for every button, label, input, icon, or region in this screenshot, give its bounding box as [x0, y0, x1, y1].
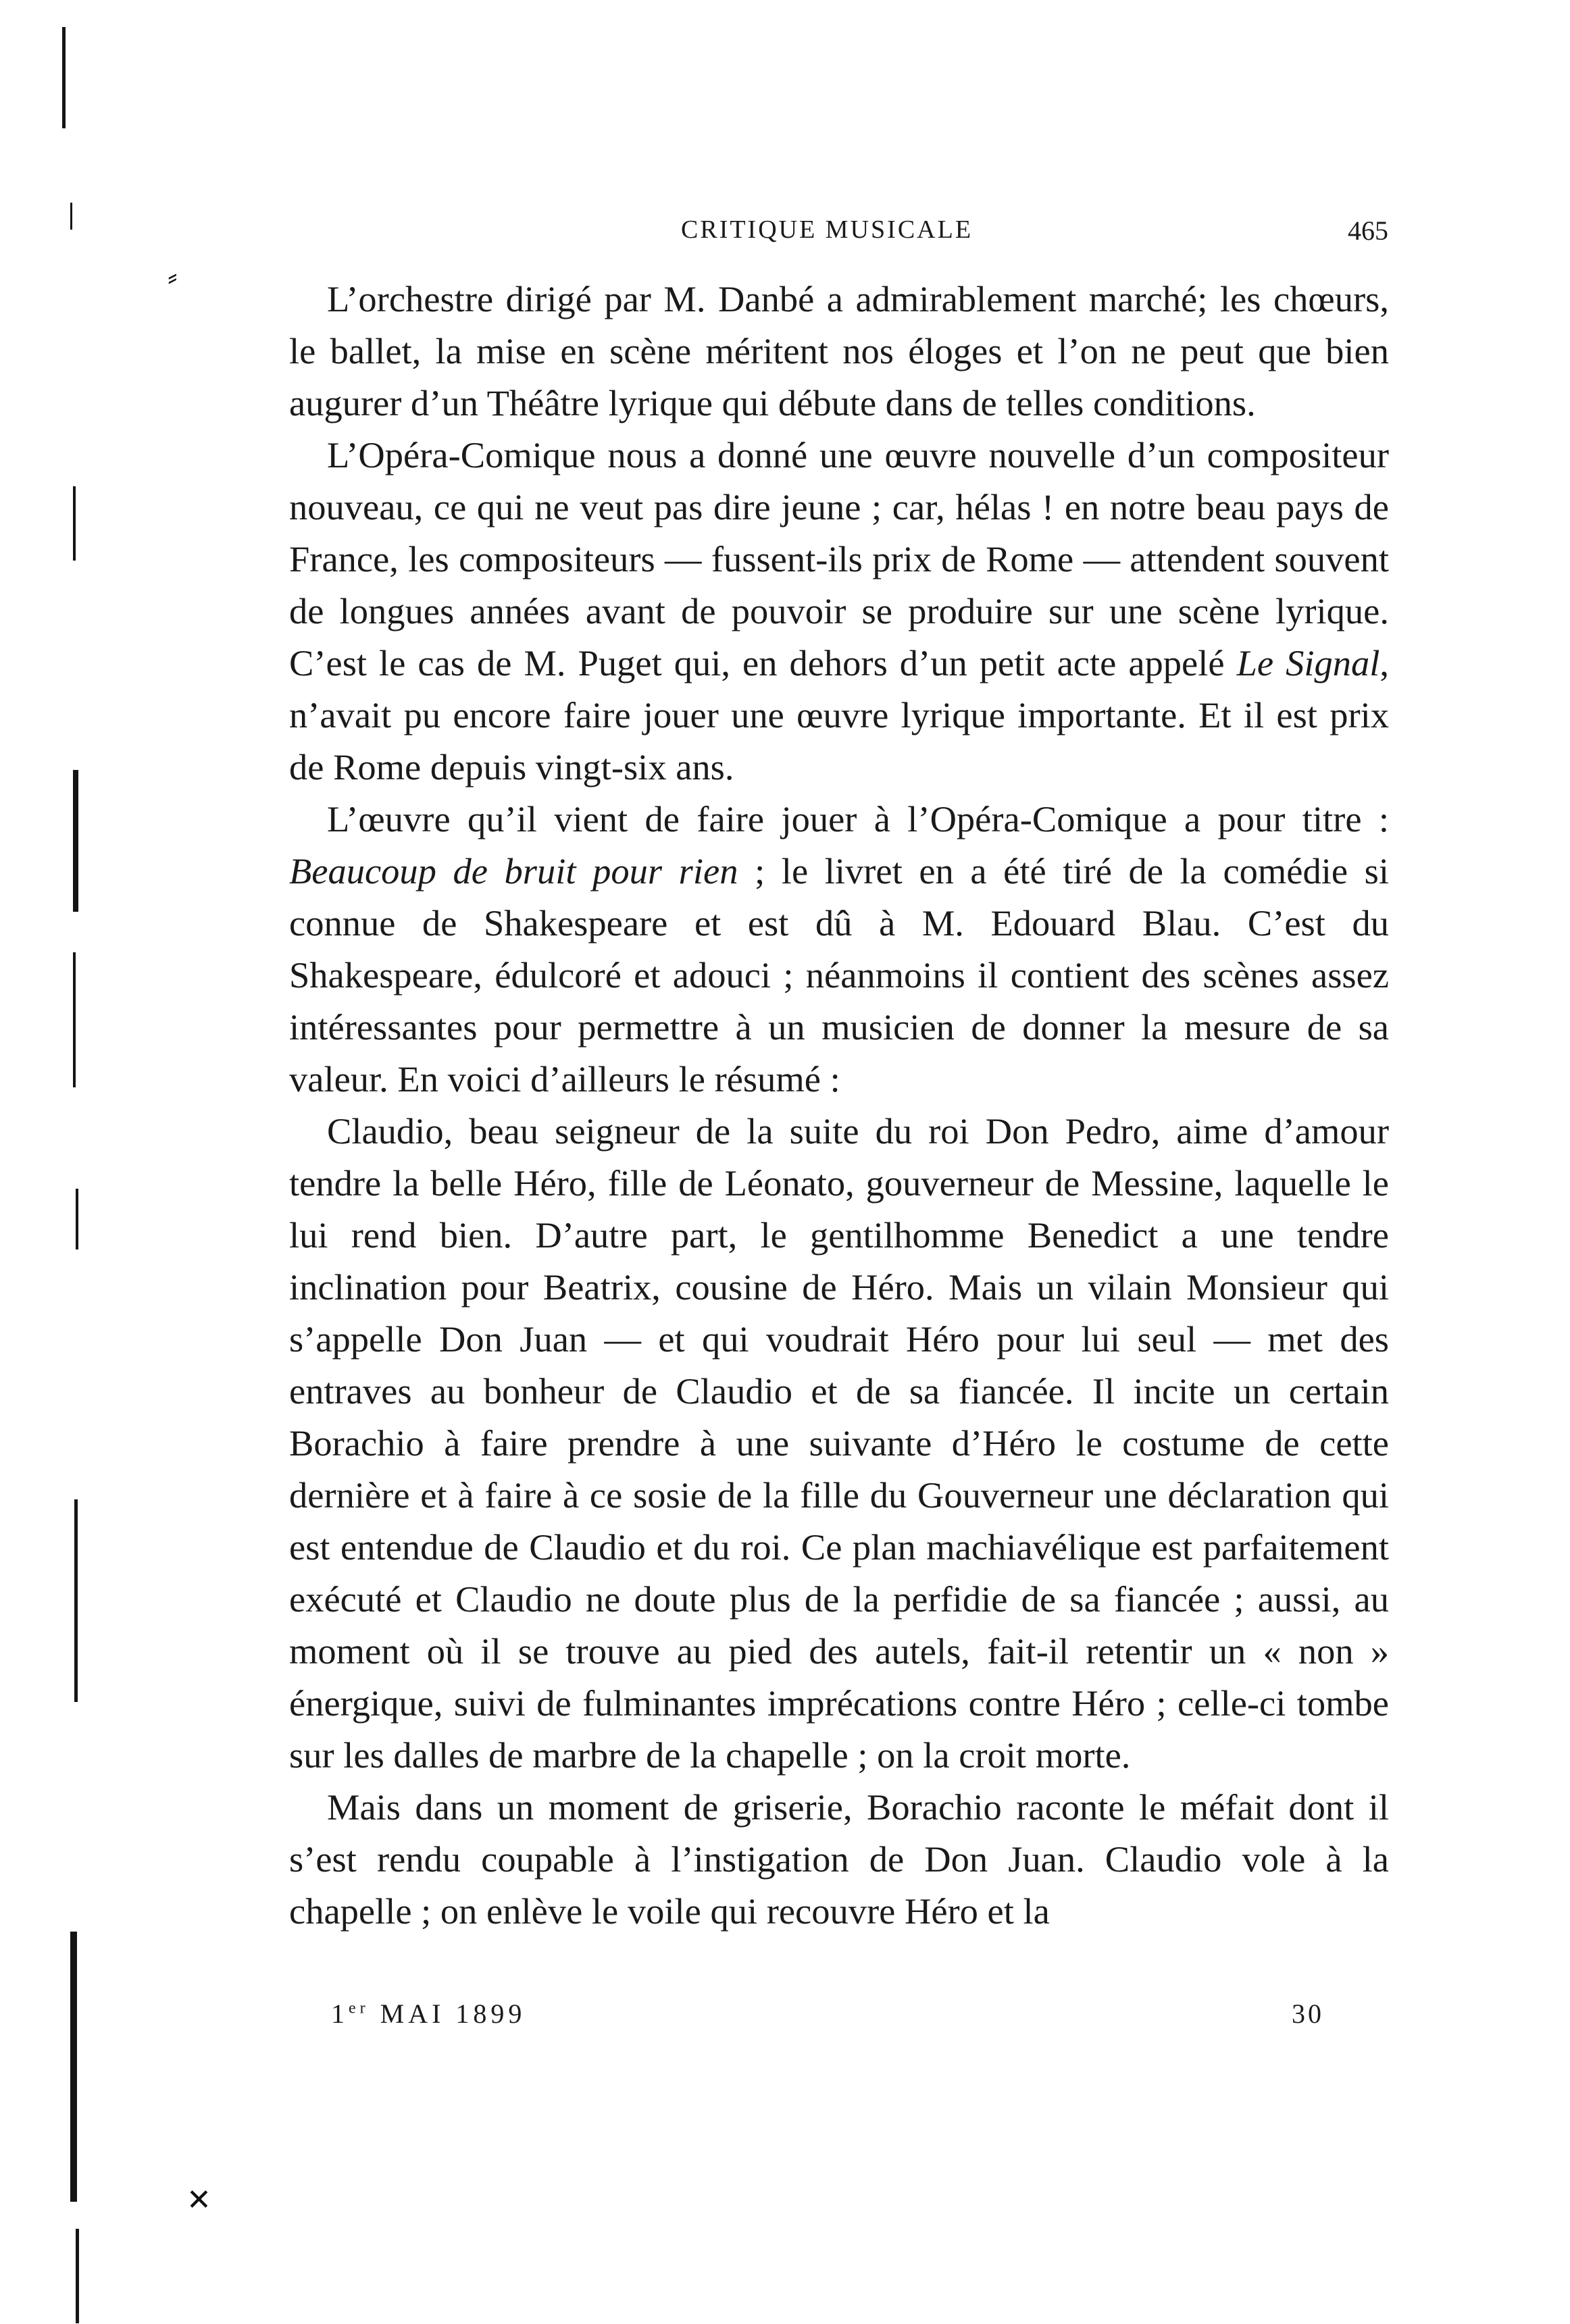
- scan-edge-mark: [73, 770, 78, 912]
- article-body: [289, 273, 1389, 1937]
- paragraph-2-before: L’Opéra-Comique nous a donné une œuvre nouvelle d’un compositeur nouveau, ce qui ne veut pas dire jeune ; car, hélas ! en notre beau pays de France, les compositeurs — fussent-ils prix de Rome — attendent souvent de longues années avant de pouvoir se produire sur une scène lyrique. C’est le cas de M. Puget qui, en dehors d’un petit acte appelé: [289, 434, 1389, 683]
- paragraph-1: L’orchestre dirigé par M. Danbé a admirablement marché; les chœurs, le ballet, la mise en scène méritent nos éloges et l’on ne peut que bien augurer d’un Théâtre lyrique qui débute dans de telles conditions.: [289, 278, 1389, 423]
- running-title: CRITIQUE MUSICALE: [681, 215, 973, 244]
- issue-date: [331, 1998, 526, 2030]
- issue-date-day: 1: [331, 1998, 349, 2029]
- scan-edge-mark: [74, 1499, 78, 1702]
- paragraph-3-before: L’œuvre qu’il vient de faire jouer à l’Opéra-Comique a pour titre :: [327, 798, 1389, 840]
- scan-edge-mark: [70, 1932, 77, 2202]
- scan-edge-mark: [62, 27, 66, 128]
- issue-date-rest: MAI 1899: [369, 1998, 526, 2029]
- paragraph-5: Mais dans un moment de griserie, Borachio raconte le méfait dont il s’est rendu coupable à l’instigation de Don Juan. Claudio vole à la chapelle ; on enlève le voile qui recouvre Héro et la: [289, 1786, 1389, 1932]
- paragraph-3-after: ; le livret en a été tiré de la comédie si connue de Shakespeare et est dû à M. Edouard Blau. C’est du Shakespeare, édulcoré et adouci ; néanmoins il contient des scènes assez intéressantes pour permettre à un musicien de donner la mesure de sa valeur. En voici d’ailleurs le résumé :: [289, 850, 1389, 1100]
- scan-edge-mark: [76, 2229, 79, 2323]
- page-number: 465: [1348, 215, 1388, 246]
- paragraph-2-after: , n’avait pu encore faire jouer une œuvre lyrique importante. Et il est prix de Rome depuis vingt-six ans.: [289, 642, 1389, 787]
- page-footer: [331, 1998, 1324, 2038]
- scan-edge-mark: [76, 1189, 78, 1249]
- page-header: [293, 215, 1388, 255]
- scan-speck-icon: ⸗: [168, 259, 178, 294]
- paragraph-2: [289, 429, 1389, 793]
- paragraph-3: [289, 793, 1389, 1105]
- scan-edge-mark: [73, 486, 76, 561]
- work-title-le-signal: Le Signal: [1236, 642, 1380, 683]
- scan-edge-mark: [73, 952, 76, 1087]
- paragraph-4: Claudio, beau seigneur de la suite du roi Don Pedro, aime d’amour tendre la belle Héro, fille de Léonato, gouverneur de Messine, laquelle le lui rend bien. D’autre part, le gentilhomme Benedict a une tendre inclination pour Beatrix, cousine de Héro. Mais un vilain Monsieur qui s’appelle Don Juan — et qui voudrait Héro pour lui seul — met des entraves au bonheur de Claudio et de sa fiancée. Il incite un certain Borachio à faire prendre à une suivante d’Héro le costume de cette dernière et à faire à ce sosie de la fille du Gouverneur une déclaration qui est entendue de Claudio et du roi. Ce plan machiavélique est parfaitement exécuté et Claudio ne doute plus de la perfidie de sa fiancée ; aussi, au moment où il se trouve au pied des autels, fait-il retentir un « non » énergique, suivi de fulminantes imprécations contre Héro ; celle-ci tombe sur les dalles de marbre de la chapelle ; on la croit morte.: [289, 1110, 1389, 1776]
- signature-mark: 30: [1292, 1998, 1324, 2029]
- scan-edge-mark: [70, 203, 72, 230]
- issue-date-suffix: er: [349, 1999, 370, 2017]
- scan-speck-icon: ✕: [186, 2183, 211, 2217]
- work-title-beaucoup-de-bruit: Beaucoup de bruit pour rien: [289, 850, 738, 892]
